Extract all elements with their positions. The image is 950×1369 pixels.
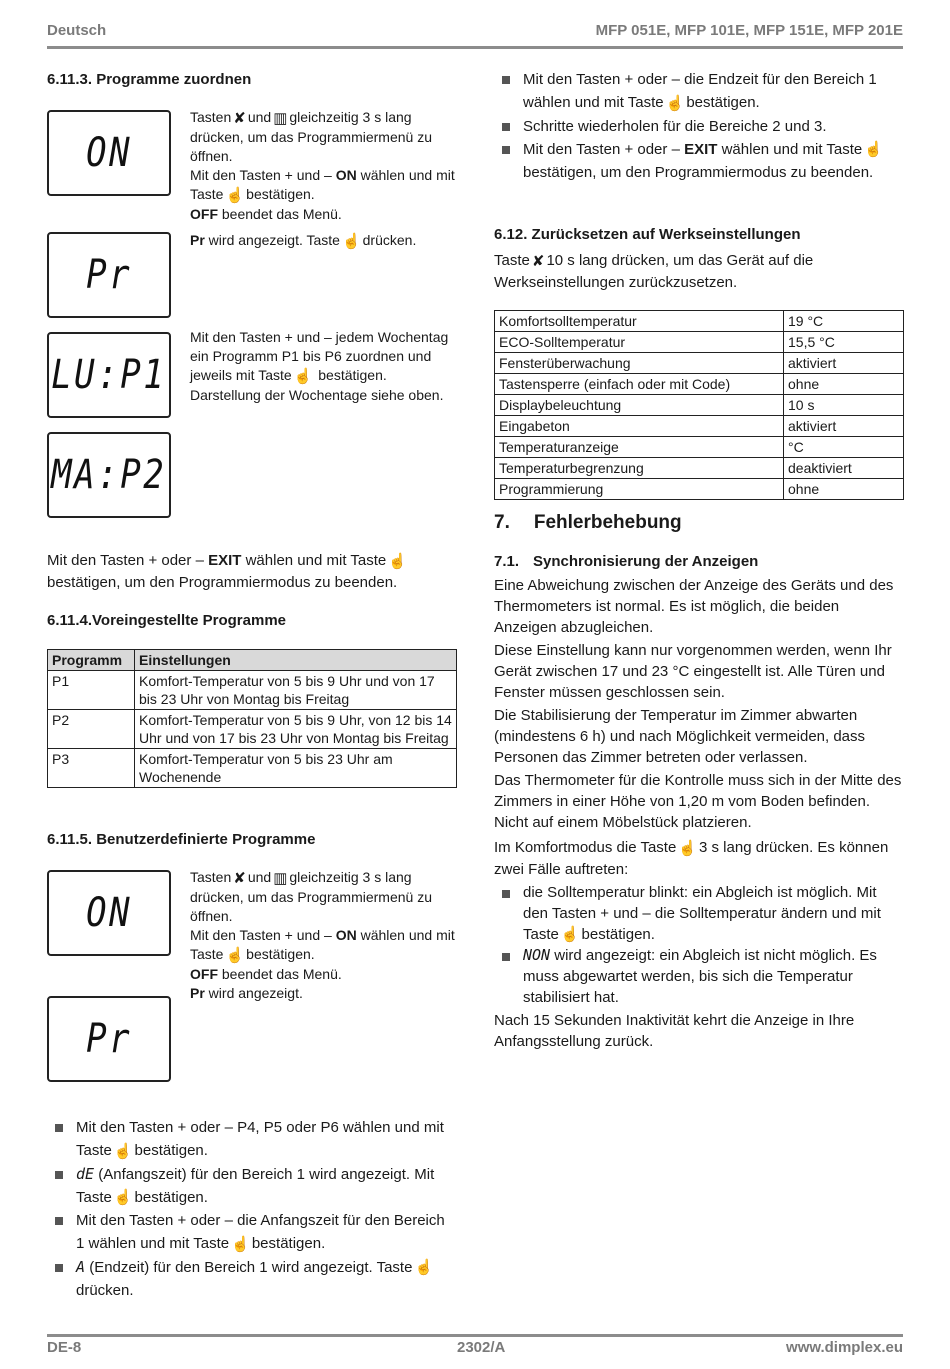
table-row: P3 Komfort-Temperatur von 5 bis 23 Uhr am Wochenende <box>48 749 457 788</box>
table-row: Komfortsolltemperatur 19 °C <box>495 311 904 332</box>
list-item: NON wird angezeigt: ein Abgleich ist nicht möglich. Es muss abgewartet werden, bis sich die Temperatur stabilisiert hat. <box>494 945 904 1008</box>
lcd-symbol-a: A <box>76 1257 86 1276</box>
flame-off-icon: ✘ <box>531 252 545 270</box>
table-row: Eingabeton aktiviert <box>495 416 904 437</box>
confirm-hand-icon: ☝ <box>560 926 580 944</box>
header-language: Deutsch <box>47 22 107 39</box>
list-item: Mit den Tasten + oder – P4, P5 oder P6 wählen und mit Taste ☝ bestätigen. <box>47 1116 457 1163</box>
flame-off-icon: ✘ <box>233 109 246 127</box>
confirm-hand-icon: ☝ <box>665 94 685 112</box>
lcd-display-pr: Pr <box>47 232 171 318</box>
section-6-11-3-title: 6.11.3. Programme zuordnen <box>47 71 252 88</box>
confirm-hand-icon: ☝ <box>864 141 883 159</box>
confirm-hand-icon: ☝ <box>113 1189 133 1207</box>
lcd-display-pr: Pr <box>47 996 171 1082</box>
confirm-hand-icon: ☝ <box>231 1235 250 1253</box>
program-icon: ▥ <box>273 869 288 887</box>
paragraph: Nach 15 Sekunden Inaktivität kehrt die Anzeige in Ihre Anfangsstellung zurück. <box>494 1012 855 1051</box>
table-header: Einstellungen <box>135 650 457 671</box>
table-row: Fensterüberwachung aktiviert <box>495 353 904 374</box>
section-6-11-4-title: 6.11.4.Voreingestellte Programme <box>47 612 286 629</box>
confirm-hand-icon: ☝ <box>113 1142 133 1160</box>
header-models: MFP 051E, MFP 101E, MFP 151E, MFP 201E <box>595 22 903 39</box>
list-item: Mit den Tasten + oder – die Endzeit für den Bereich 1 wählen und mit Taste ☝ bestätigen. <box>494 68 904 115</box>
lcd-display-on: ON <box>47 110 171 196</box>
reset-instruction: Taste ✘ 10 s lang drücken, um das Gerät auf die Werkseinstellungen zurückzusetzen. <box>494 252 814 291</box>
table-row: P1 Komfort-Temperatur von 5 bis 9 Uhr und von 17 bis 23 Uhr von Montag bis Freitag <box>48 671 457 710</box>
lcd-symbol-de: dE <box>76 1164 95 1183</box>
section-6-12-title: 6.12. Zurücksetzen auf Werkseinstellungen <box>494 226 801 243</box>
page-header <box>47 22 903 44</box>
section-7-title: 7. Fehlerbehebung <box>494 512 682 533</box>
table-row: Programmierung ohne <box>495 479 904 500</box>
instruction-pr-shown: Pr wird angezeigt. Taste ☝ drücken. <box>190 232 417 250</box>
page-footer <box>47 1339 903 1361</box>
factory-settings-table <box>494 310 904 500</box>
table-row: Temperaturbegrenzung deaktiviert <box>495 458 904 479</box>
section-6-11-5-title: 6.11.5. Benutzerdefinierte Programme <box>47 831 316 848</box>
instruction-open-menu: Tasten ✘ und ▥ gleichzeitig 3 s lang drücken, um das Programmiermenü zu öffnen. Mit den Tasten + und – ON wählen und mit Taste ☝ bestätigen. OFF beendet das Menü. <box>190 109 455 222</box>
list-item: A (Endzeit) für den Bereich 1 wird angezeigt. Taste ☝drücken. <box>47 1256 457 1303</box>
confirm-hand-icon: ☝ <box>414 1259 434 1277</box>
paragraph: Diese Einstellung kann nur vorgenommen werden, wenn Ihr Gerät zwischen 17 und 23 °C eingestellt ist. Alle Türen und Fenster müssen geschlossen sein. <box>494 642 892 701</box>
table-row: Tastensperre (einfach oder mit Code) ohne <box>495 374 904 395</box>
paragraph: Im Komfortmodus die Taste ☝ 3 s lang drücken. Es können zwei Fälle auftreten: <box>494 839 889 878</box>
table-row: ECO-Solltemperatur 15,5 °C <box>495 332 904 353</box>
custom-program-steps <box>47 1116 457 1302</box>
paragraph: Das Thermometer für die Kontrolle muss sich in der Mitte des Zimmers in einer Höhe von 1,20 m vom Boden befinden. Nicht auf einem Möbelstück platzieren. <box>494 772 902 831</box>
exit-instruction: Mit den Tasten + oder – EXIT wählen und mit Taste ☝bestätigen, um den Programmiermodus zu beenden. <box>47 552 407 591</box>
list-item: Schritte wiederholen für die Bereiche 2 und 3. <box>494 115 904 138</box>
troubleshooting-text <box>494 575 904 1052</box>
confirm-hand-icon: ☝ <box>225 186 245 204</box>
table-row: Temperaturanzeige °C <box>495 437 904 458</box>
list-item: Mit den Tasten + oder – EXIT wählen und mit Taste ☝bestätigen, um den Programmiermodus zu beenden. <box>494 138 904 185</box>
lcd-symbol-non: NON <box>523 946 551 965</box>
confirm-hand-icon: ☝ <box>678 839 697 857</box>
section-7-1-title: 7.1. Synchronisierung der Anzeigen <box>494 553 759 570</box>
flame-off-icon: ✘ <box>233 869 246 887</box>
end-time-steps <box>494 68 904 184</box>
header-rule <box>47 46 903 49</box>
footer-version: 2302/A <box>457 1339 506 1356</box>
footer-website: www.dimplex.eu <box>786 1339 903 1356</box>
paragraph: Eine Abweichung zwischen der Anzeige des Geräts und des Thermometers ist normal. Es ist möglich, die beiden Anzeigen abzugleichen. <box>494 577 894 636</box>
confirm-hand-icon: ☝ <box>341 232 361 250</box>
confirm-hand-icon: ☝ <box>293 367 313 385</box>
table-row: Displaybeleuchtung 10 s <box>495 395 904 416</box>
preset-programs-table <box>47 649 457 788</box>
confirm-hand-icon: ☝ <box>388 552 407 570</box>
paragraph: Die Stabilisierung der Temperatur im Zimmer abwarten (mindestens 6 h) und nach Möglichkeit vermeiden, dass Personen das Zimmer betreten oder verlassen. <box>494 707 866 766</box>
table-row: P2 Komfort-Temperatur von 5 bis 9 Uhr, von 12 bis 14 Uhr und von 17 bis 23 Uhr von Montag bis Freitag <box>48 710 457 749</box>
footer-rule <box>47 1334 903 1337</box>
program-icon: ▥ <box>273 109 288 127</box>
lcd-display-lu-p1: LU:P1 <box>47 332 171 418</box>
lcd-display-on: ON <box>47 870 171 956</box>
instruction-open-menu: Tasten ✘ und ▥ gleichzeitig 3 s lang drücken, um das Programmiermenü zu öffnen. Mit den Tasten + und – ON wählen und mit Taste ☝ bestätigen. OFF beendet das Menü. Pr wird angezeigt. <box>190 869 455 1001</box>
confirm-hand-icon: ☝ <box>225 946 245 964</box>
instruction-assign-program: Mit den Tasten + und – jedem Wochentag ein Programm P1 bis P6 zuordnen und jeweils mit Taste ☝ bestätigen. Darstellung der Wochentage siehe oben. <box>190 329 449 403</box>
list-item: Mit den Tasten + oder – die Anfangszeit für den Bereich 1 wählen und mit Taste ☝ bestätigen. <box>47 1209 457 1256</box>
list-item: dE (Anfangszeit) für den Bereich 1 wird angezeigt. Mit Taste ☝ bestätigen. <box>47 1163 457 1210</box>
footer-page-number: DE-8 <box>47 1339 82 1356</box>
lcd-display-ma-p2: MA:P2 <box>47 432 171 518</box>
table-header: Programm <box>48 650 135 671</box>
sync-cases <box>494 882 904 1009</box>
list-item: die Solltemperatur blinkt: ein Abgleich ist möglich. Mit den Tasten + und – die Solltemperatur ändern und mit Taste ☝ bestätigen. <box>494 882 904 946</box>
